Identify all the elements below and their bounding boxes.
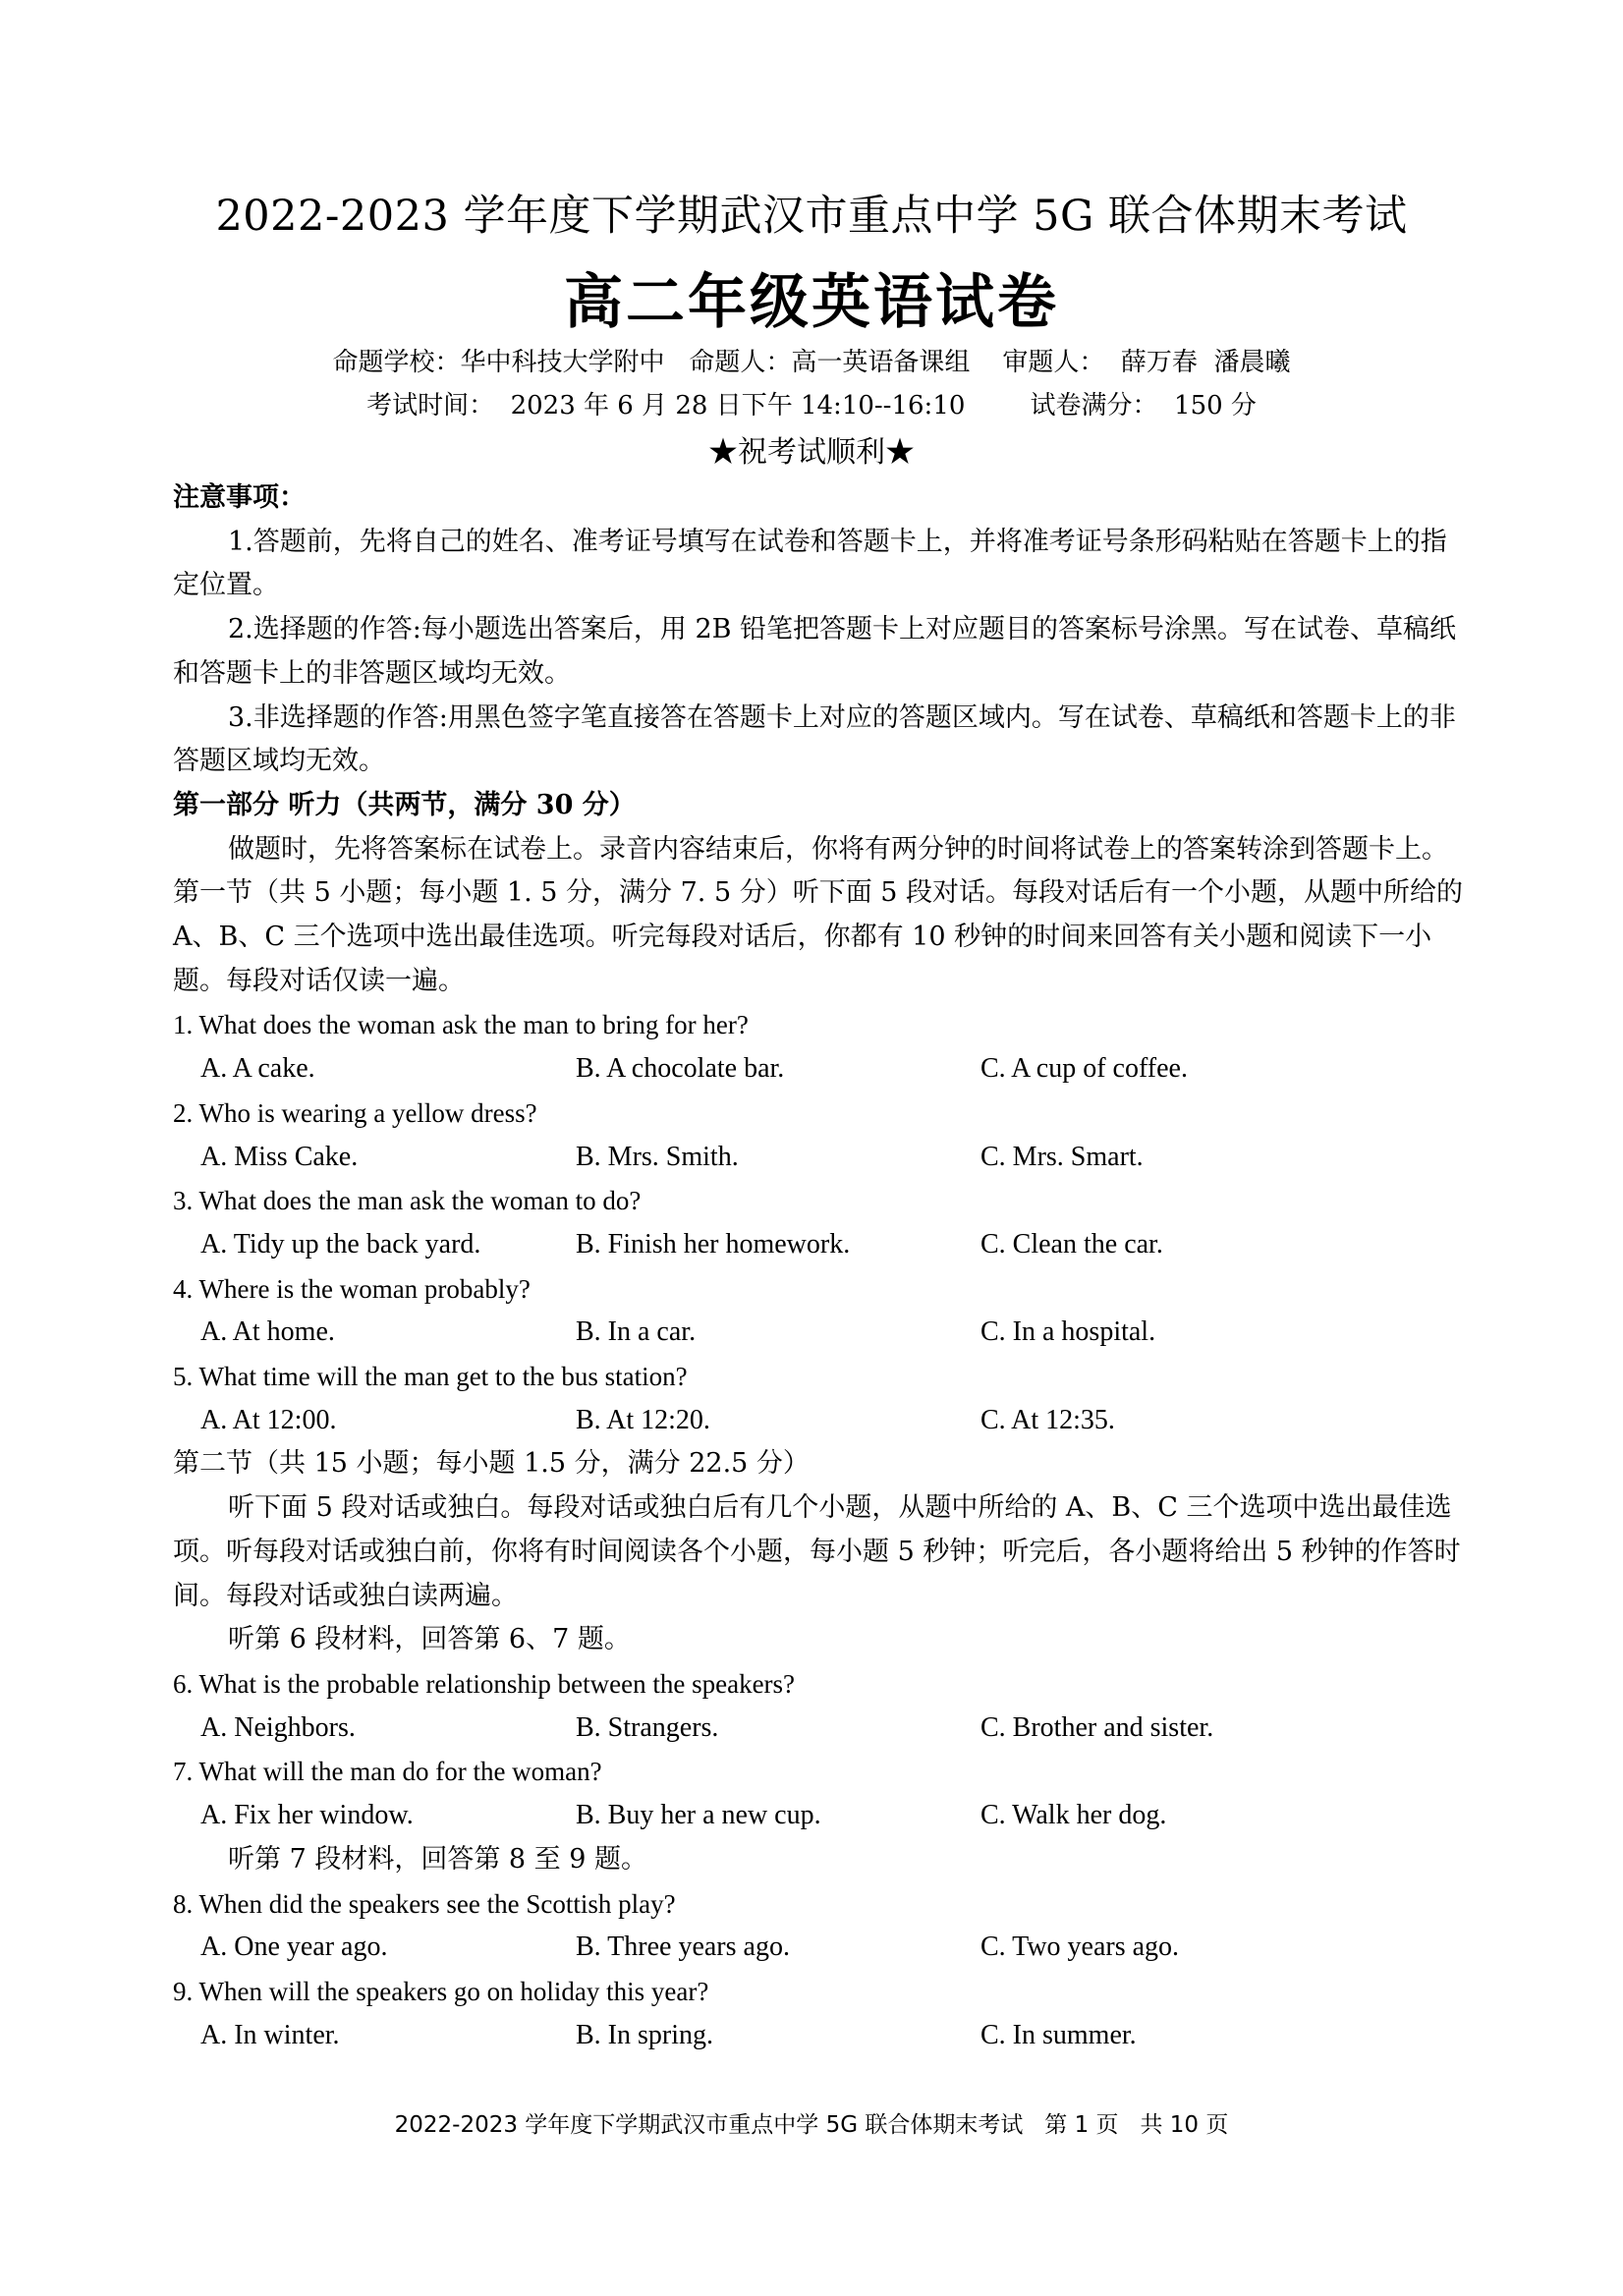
option-a: A. Miss Cake. (200, 1141, 359, 1172)
option-a: A. Fix her window. (200, 1800, 414, 1831)
question: 6. What is the probable relationship between the speakers? (173, 1668, 796, 1699)
section-heading: 第二节（共 15 小题；每小题 1.5 分，满分 22.5 分） (173, 1448, 810, 1480)
question: 4. Where is the woman probably? (173, 1273, 531, 1304)
notice-item: 1.答题前，先将自己的姓名、准考证号填写在试卷和答题卡上，并将准考证号条形码粘贴在答题卡上的指定位置。 (173, 526, 1447, 601)
question: 9. When will the speakers go on holiday this year? (173, 1976, 709, 2006)
exam-title: 2022-2023 学年度下学期武汉市重点中学 5G 联合体期末考试 (215, 192, 1408, 241)
question: 8. When did the speakers see the Scottish play? (173, 1888, 676, 1919)
option-b: B. Buy her a new cup. (576, 1800, 821, 1831)
options-row (173, 1311, 1470, 1355)
option-b: B. Strangers. (576, 1711, 719, 1743)
option-a: A. At 12:00. (200, 1404, 337, 1435)
exam-content (173, 476, 1470, 2057)
option-c: C. Walk her dog. (980, 1800, 1167, 1831)
option-c: C. Two years ago. (980, 1932, 1180, 1963)
options-row (173, 1707, 1470, 1751)
section-instructions: 第一节（共 5 小题；每小题 1. 5 分，满分 7. 5 分）听下面 5 段对话。每段对话后有一个小题，从题中所给的 A、B、C 三个选项中选出最佳选项。听完每段对话后，你都有 10 秒钟的时间来回答有关小题和阅读下一小题。每段对话仅读一遍。 (173, 877, 1464, 996)
option-a: A. Tidy up the back yard. (200, 1228, 481, 1260)
options-row (173, 1399, 1470, 1443)
question: 2. Who is wearing a yellow dress? (173, 1097, 537, 1128)
question: 1. What does the woman ask the man to bring for her? (173, 1010, 749, 1040)
exam-time-info: 考试时间： 2023 年 6 月 28 日下午 14:10--16:10 试卷满分： 150 分 (366, 391, 1257, 420)
options-row (173, 1047, 1470, 1092)
part-intro: 做题时，先将答案标在试卷上。录音内容结束后，你将有两分钟的时间将试卷上的答案转涂到答题卡上。 (228, 833, 1448, 865)
option-b: B. At 12:20. (576, 1404, 710, 1435)
option-c: C. Clean the car. (980, 1228, 1163, 1260)
option-b: B. Three years ago. (576, 1932, 790, 1963)
question: 5. What time will the man get to the bus station? (173, 1362, 688, 1392)
option-b: B. Mrs. Smith. (576, 1141, 739, 1172)
options-row (173, 1136, 1470, 1180)
page-footer: 2022-2023 学年度下学期武汉市重点中学 5G 联合体期末考试 第 1 页 共 10 页 (394, 2112, 1229, 2138)
material-instruction: 听第 7 段材料，回答第 8 至 9 题。 (228, 1843, 648, 1875)
option-a: A. One year ago. (200, 1932, 388, 1963)
part-heading: 第一部分 听力（共两节，满分 30 分） (173, 789, 636, 820)
good-luck-line: ★祝考试顺利★ (708, 435, 915, 470)
notice-heading: 注意事项： (173, 482, 306, 513)
question: 3. What does the man ask the woman to do? (173, 1186, 642, 1216)
section-instructions: 听下面 5 段对话或独白。每段对话或独白后有几个小题，从题中所给的 A、B、C 三个选项中选出最佳选项。听每段对话或独白前，你将有时间阅读各个小题，每小题 5 秒钟；听完后，各小题将给出 5 秒钟的作答时间。每段对话或独白读两遍。 (173, 1492, 1461, 1611)
option-b: B. In spring. (576, 2019, 713, 2050)
exam-authors: 命题学校：华中科技大学附中 命题人：高一英语备课组 审题人： 薛万春 潘晨曦 (332, 348, 1291, 377)
options-row (173, 1223, 1470, 1267)
material-instruction: 听第 6 段材料，回答第 6、7 题。 (228, 1624, 631, 1655)
options-row (173, 1926, 1470, 1970)
notice-item: 3.非选择题的作答:用黑色签字笔直接答在答题卡上对应的答题区域内。写在试卷、草稿纸和答题卡上的非答题区域均无效。 (173, 701, 1456, 777)
option-a: A. Neighbors. (200, 1711, 356, 1743)
option-c: C. Brother and sister. (980, 1711, 1214, 1743)
option-c: C. A cup of coffee. (980, 1053, 1188, 1085)
option-a: A. At home. (200, 1316, 335, 1348)
question: 7. What will the man do for the woman? (173, 1757, 602, 1787)
exam-subtitle: 高二年级英语试卷 (564, 268, 1059, 337)
option-c: C. In a hospital. (980, 1316, 1156, 1348)
option-c: C. In summer. (980, 2019, 1137, 2050)
options-row (173, 1794, 1470, 1838)
notice-item: 2.选择题的作答:每小题选出答案后，用 2B 铅笔把答题卡上对应题目的答案标号涂黑。写在试卷、草稿纸和答题卡上的非答题区域均无效。 (173, 614, 1457, 689)
option-c: C. At 12:35. (980, 1404, 1115, 1435)
option-b: B. Finish her homework. (576, 1228, 851, 1260)
options-row (173, 2014, 1470, 2058)
option-a: A. In winter. (200, 2019, 340, 2050)
option-c: C. Mrs. Smart. (980, 1141, 1144, 1172)
option-b: B. A chocolate bar. (576, 1053, 785, 1085)
option-b: B. In a car. (576, 1316, 697, 1348)
option-a: A. A cake. (200, 1053, 315, 1085)
